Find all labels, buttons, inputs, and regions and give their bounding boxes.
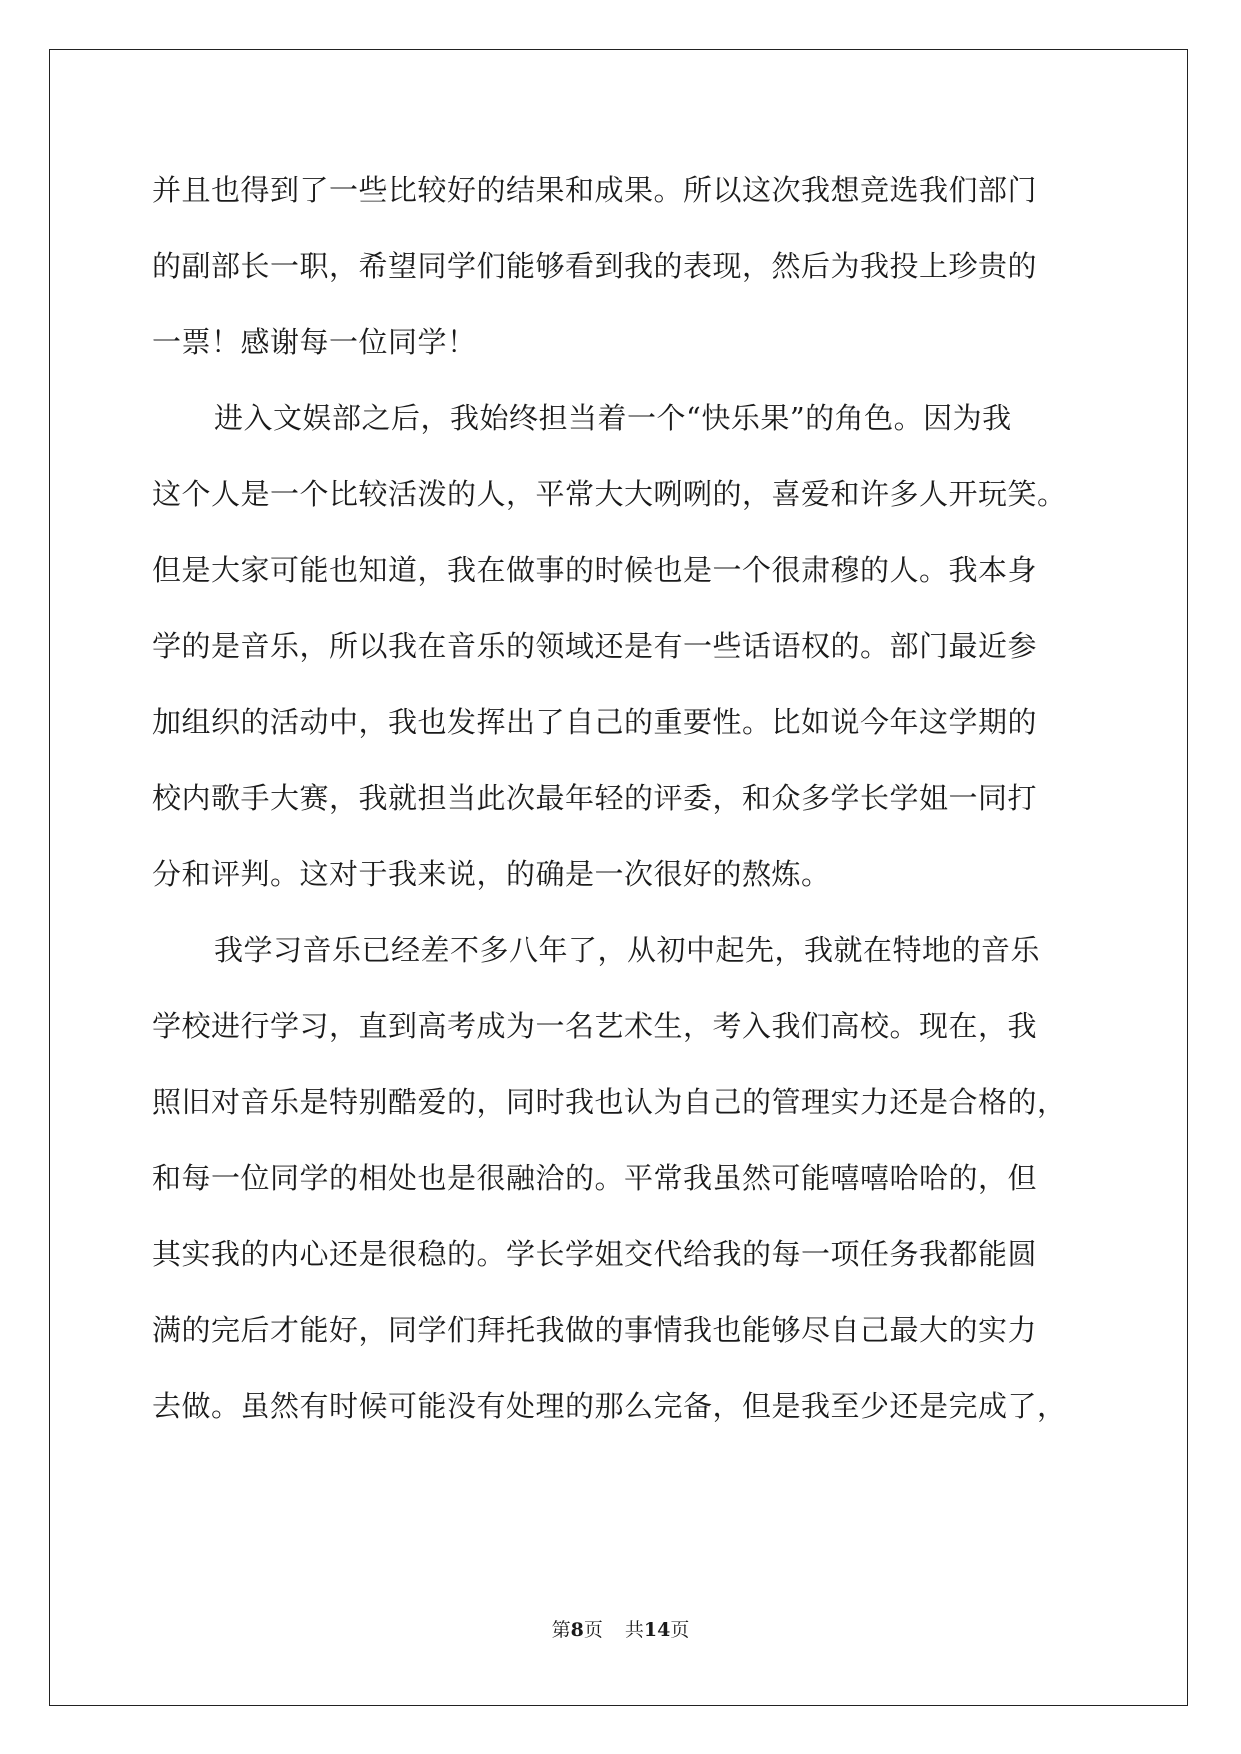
page-prefix: 第 xyxy=(551,1619,571,1641)
text-line: 校内歌手大赛，我就担当此次最年轻的评委，和众多学长学姐一同打 xyxy=(152,781,1038,815)
text-line: 和每一位同学的相处也是很融洽的。平常我虽然可能嘻嘻哈哈的，但 xyxy=(152,1161,1038,1195)
total-unit: 页 xyxy=(670,1619,690,1641)
text-line: 学校进行学习，直到高考成为一名艺术生，考入我们高校。现在，我 xyxy=(152,1009,1038,1043)
total-prefix: 共 xyxy=(624,1619,644,1641)
text-line: 分和评判。这对于我来说，的确是一次很好的熬炼。 xyxy=(152,857,831,891)
text-line: 这个人是一个比较活泼的人，平常大大咧咧的，喜爱和许多人开玩笑。 xyxy=(152,477,1067,511)
text-line: 照旧对音乐是特别酷爱的，同时我也认为自己的管理实力还是合格的， xyxy=(152,1085,1067,1119)
page-number: 8 xyxy=(570,1619,584,1641)
paragraph-start-line: 我学习音乐已经差不多八年了，从初中起先，我就在特地的音乐 xyxy=(214,933,1041,967)
paragraph-start-line: 进入文娱部之后，我始终担当着一个“快乐果”的角色。因为我 xyxy=(214,401,1012,435)
page-total: 14 xyxy=(643,1619,671,1641)
text-line: 去做。虽然有时候可能没有处理的那么完备，但是我至少还是完成了， xyxy=(152,1389,1067,1423)
page-unit: 页 xyxy=(583,1619,603,1641)
text-line: 一票！感谢每一位同学！ xyxy=(152,325,477,359)
page-footer xyxy=(0,1615,1241,1642)
text-line: 并且也得到了一些比较好的结果和成果。所以这次我想竞选我们部门 xyxy=(152,173,1038,207)
text-line: 学的是音乐，所以我在音乐的领域还是有一些话语权的。部门最近参 xyxy=(152,629,1038,663)
text-line: 满的完后才能好，同学们拜托我做的事情我也能够尽自己最大的实力 xyxy=(152,1313,1038,1347)
text-line: 但是大家可能也知道，我在做事的时候也是一个很肃穆的人。我本身 xyxy=(152,553,1038,587)
document-body xyxy=(152,170,1092,1462)
text-line: 的副部长一职，希望同学们能够看到我的表现，然后为我投上珍贵的 xyxy=(152,249,1038,283)
text-line: 其实我的内心还是很稳的。学长学姐交代给我的每一项任务我都能圆 xyxy=(152,1237,1038,1271)
text-line: 加组织的活动中，我也发挥出了自己的重要性。比如说今年这学期的 xyxy=(152,705,1038,739)
